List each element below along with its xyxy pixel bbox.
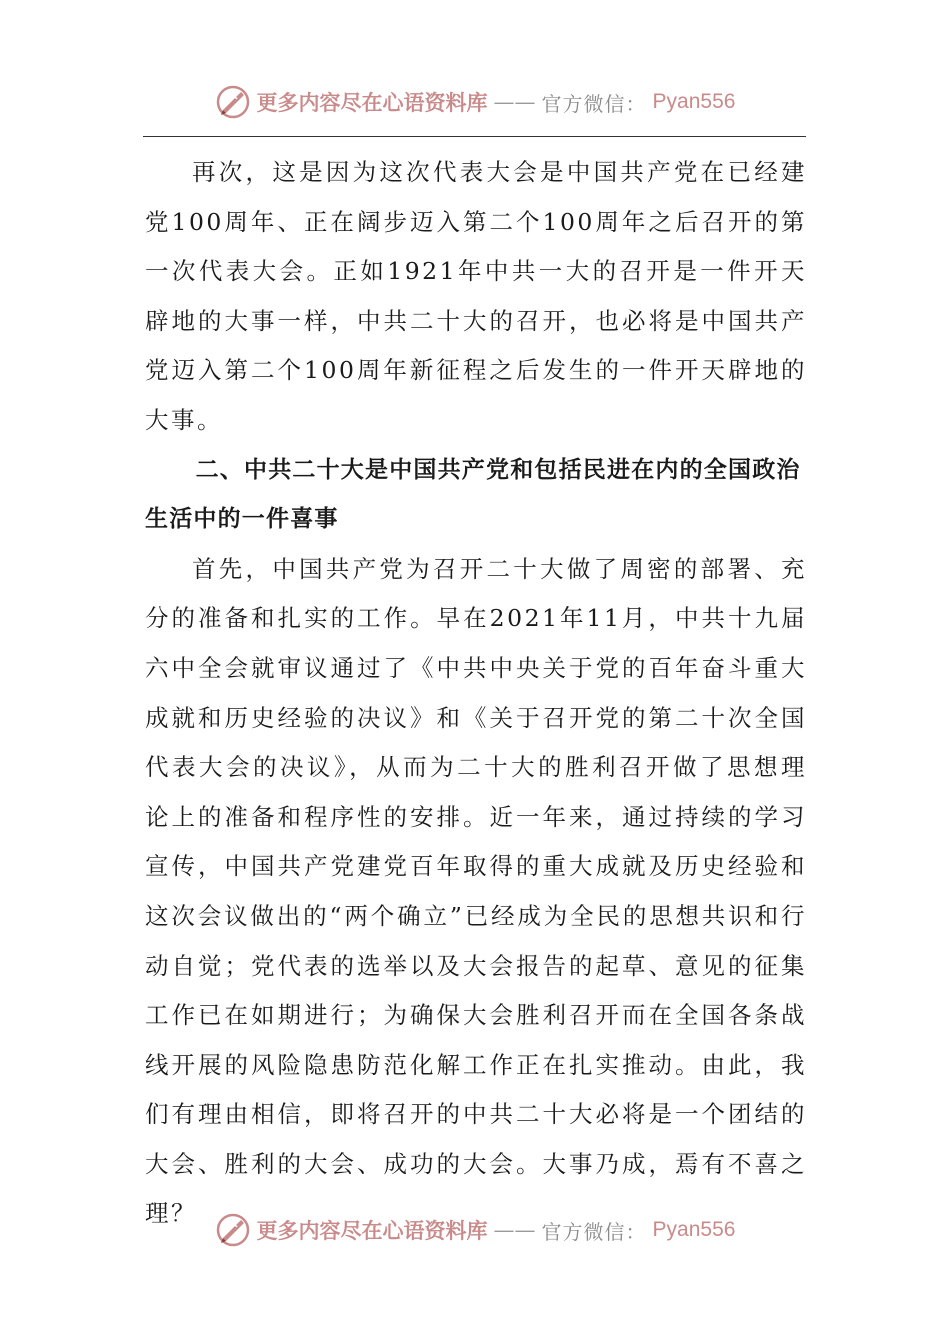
header-official-label: 官方微信： xyxy=(541,91,647,116)
paragraph-1: 再次，这是因为这次代表大会是中国共产党在已经建党100周年、正在阔步迈入第二个100周年之后召开的第一次代表大会。正如1921年中共一大的召开是一件开天辟地的大事一样，中共二十大的召开，也必将是中国共产党迈入第二个100周年新征程之后发生的一件开天辟地的大事。 xyxy=(145,158,807,434)
header-wechat-id: Pyan556 xyxy=(652,90,736,113)
header-watermark xyxy=(0,82,950,122)
section-heading: 二、中共二十大是中国共产党和包括民进在内的全国政治生活中的一件喜事 xyxy=(145,456,801,533)
header-brand-text: 更多内容尽在心语资料库 xyxy=(256,90,488,115)
pen-logo-icon xyxy=(215,84,251,120)
pen-logo-icon xyxy=(215,1212,251,1248)
header-divider xyxy=(143,136,806,137)
footer-wechat-id: Pyan556 xyxy=(652,1218,736,1241)
footer-official-label: 官方微信： xyxy=(541,1219,647,1244)
header-dash: —— xyxy=(493,90,536,114)
footer-dash: —— xyxy=(493,1218,536,1242)
footer-brand-text: 更多内容尽在心语资料库 xyxy=(256,1218,488,1243)
document-body xyxy=(145,148,807,1239)
paragraph-2: 首先，中国共产党为召开二十大做了周密的部署、充分的准备和扎实的工作。早在2021年11月，中共十九届六中全会就审议通过了《中共中央关于党的百年奋斗重大成就和历史经验的决议》和《关于召开党的第二十次全国代表大会的决议》，从而为二十大的胜利召开做了思想理论上的准备和程序性的安排。近一年来，通过持续的学习宣传，中国共产党建党百年取得的重大成就及历史经验和这次会议做出的“两个确立”已经成为全民的思想共识和行动自觉；党代表的选举以及大会报告的起草、意见的征集工作已在如期进行；为确保大会胜利召开而在全国各条战线开展的风险隐患防范化解工作正在扎实推动。由此，我们有理由相信，即将召开的中共二十大必将是一个团结的大会、胜利的大会、成功的大会。大事乃成，焉有不喜之理？ xyxy=(145,554,807,1228)
footer-watermark xyxy=(0,1210,950,1250)
